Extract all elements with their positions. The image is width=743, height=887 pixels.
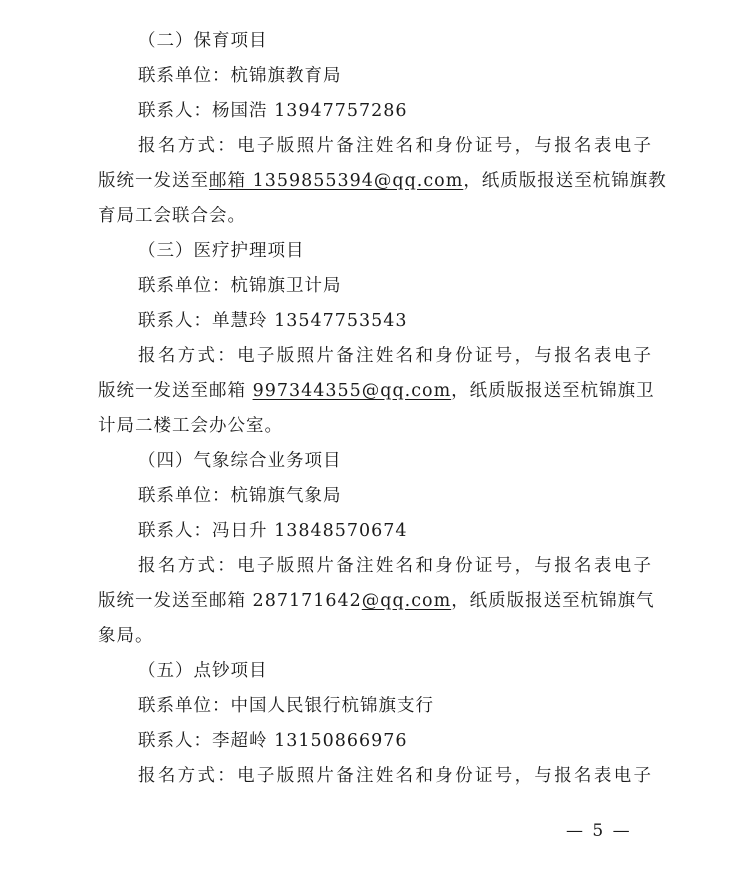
method-text: 计局二楼工会办公室。 xyxy=(98,416,283,436)
registration-method-line xyxy=(138,339,652,374)
unit-label: 联系单位： xyxy=(138,486,231,506)
contact-unit-line xyxy=(138,689,698,724)
unit-value: 杭锦旗气象局 xyxy=(230,486,342,506)
unit-label: 联系单位： xyxy=(138,66,231,86)
email-link[interactable]: 997344355@qq.com xyxy=(252,381,452,401)
registration-method-continuation xyxy=(98,619,658,654)
registration-method-line xyxy=(138,129,652,164)
section-heading-meteorology xyxy=(138,444,698,479)
contact-phone: 13848570674 xyxy=(274,521,408,541)
contact-name: 单慧玲 xyxy=(212,311,268,331)
method-label: 报名方式： xyxy=(138,346,238,366)
page-number: — 5 — xyxy=(566,821,632,841)
method-text: 版统一发送至邮箱 xyxy=(98,381,253,401)
method-text: 版统一发送至邮箱 287171642 xyxy=(98,591,362,611)
section-heading-cash-counting xyxy=(138,654,698,689)
contact-person-line xyxy=(138,94,698,129)
contact-person-line xyxy=(138,724,698,759)
contact-label: 联系人： xyxy=(138,101,212,121)
registration-method-continuation xyxy=(98,374,655,409)
contact-label: 联系人： xyxy=(138,311,212,331)
unit-value: 杭锦旗教育局 xyxy=(230,66,342,86)
method-label: 报名方式： xyxy=(138,136,238,156)
heading-text: （三）医疗护理项目 xyxy=(138,241,305,261)
method-text: 电子版照片备注姓名和身份证号，与报名表电子 xyxy=(237,766,653,786)
email-link[interactable]: @qq.com xyxy=(361,591,452,611)
heading-text: （二）保育项目 xyxy=(138,31,268,51)
heading-text: （五）点钞项目 xyxy=(138,661,268,681)
contact-name: 冯日升 xyxy=(212,521,268,541)
contact-name: 李超岭 xyxy=(212,731,268,751)
method-text: ，纸质版报送至杭锦旗卫 xyxy=(451,381,655,401)
method-label: 报名方式： xyxy=(138,556,238,576)
email-link[interactable]: 邮箱 1359855394@qq.com xyxy=(209,171,464,191)
method-text: 电子版照片备注姓名和身份证号，与报名表电子 xyxy=(237,136,653,156)
contact-unit-line xyxy=(138,269,698,304)
contact-unit-line xyxy=(138,59,698,94)
contact-phone: 13150866976 xyxy=(274,731,408,751)
unit-value: 杭锦旗卫计局 xyxy=(230,276,342,296)
method-text: 电子版照片备注姓名和身份证号，与报名表电子 xyxy=(237,556,653,576)
method-text: 象局。 xyxy=(98,626,154,646)
method-text: 电子版照片备注姓名和身份证号，与报名表电子 xyxy=(237,346,653,366)
section-heading-medical xyxy=(138,234,698,269)
method-text: ，纸质版报送至杭锦旗气 xyxy=(451,591,655,611)
registration-method-continuation xyxy=(98,164,667,199)
registration-method-line xyxy=(138,759,652,794)
contact-label: 联系人： xyxy=(138,521,212,541)
contact-label: 联系人： xyxy=(138,731,212,751)
contact-name: 杨国浩 xyxy=(212,101,268,121)
method-text: 育局工会联合会。 xyxy=(98,206,246,226)
method-label: 报名方式： xyxy=(138,766,238,786)
registration-method-continuation xyxy=(98,584,655,619)
contact-person-line xyxy=(138,304,698,339)
heading-text: （四）气象综合业务项目 xyxy=(138,451,342,471)
method-text: ，纸质版报送至杭锦旗教 xyxy=(463,171,667,191)
contact-phone: 13947757286 xyxy=(274,101,408,121)
contact-person-line xyxy=(138,514,698,549)
registration-method-continuation xyxy=(98,409,658,444)
registration-method-continuation xyxy=(98,199,658,234)
contact-unit-line xyxy=(138,479,698,514)
unit-label: 联系单位： xyxy=(138,696,231,716)
section-heading-childcare xyxy=(138,24,698,59)
method-text: 版统一发送至 xyxy=(98,171,209,191)
contact-phone: 13547753543 xyxy=(274,311,408,331)
unit-value: 中国人民银行杭锦旗支行 xyxy=(230,696,434,716)
registration-method-line xyxy=(138,549,652,584)
unit-label: 联系单位： xyxy=(138,276,231,296)
